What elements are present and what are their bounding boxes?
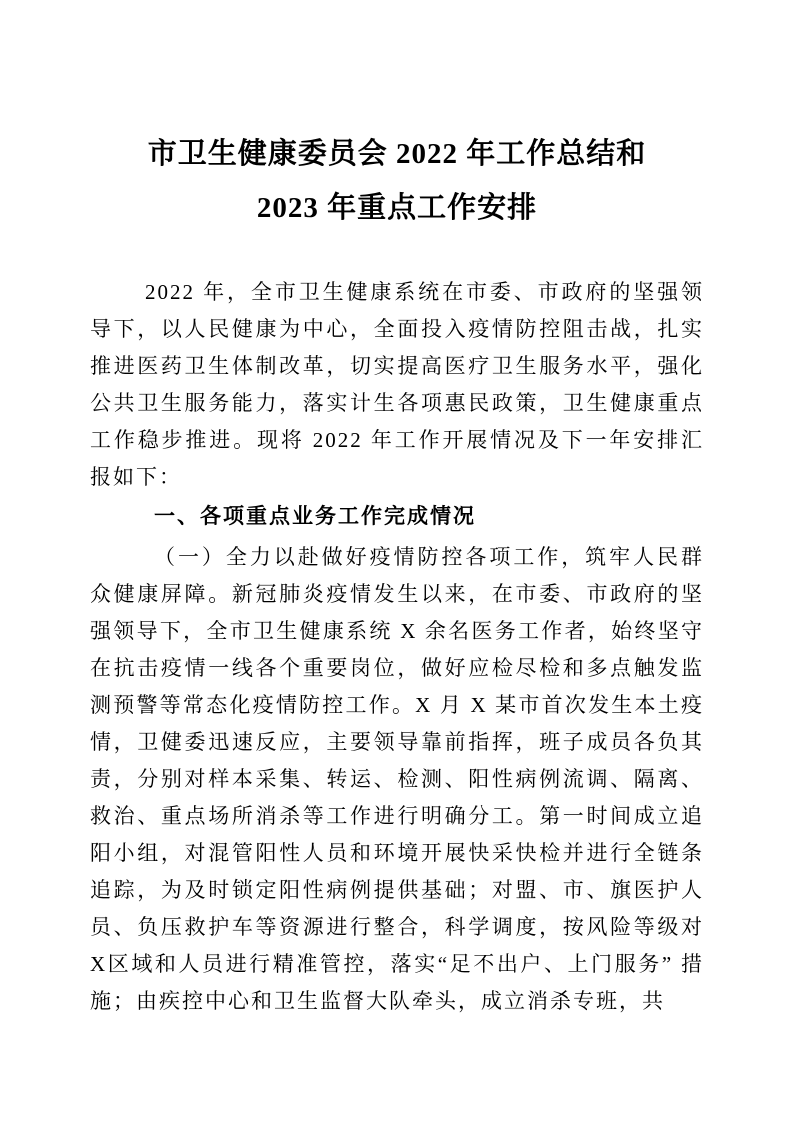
section-heading: 一、各项重点业务工作完成情况	[154, 505, 476, 528]
section-1-lead-sentence: （一）全力以赴做好疫情防控各项工作，筑牢人民群众健康屏障。	[90, 545, 704, 606]
section-1-paragraph	[90, 539, 704, 1020]
document-title-line-2: 2023 年重点工作安排	[256, 192, 538, 224]
document-title-line-1: 市卫生健康委员会 2022 年工作总结和	[147, 138, 647, 170]
document-title	[90, 127, 704, 235]
page-content	[90, 0, 704, 1020]
intro-paragraph: 2022 年，全市卫生健康系统在市委、市政府的坚强领导下，以人民健康为中心，全面投入疫情防控阻击战，扎实推进医药卫生体制改革，切实提高医疗卫生服务水平，强化公共卫生服务能力，落实计生各项惠民政策，卫生健康重点工作稳步推进。现将 2022 年工作开展情况及下一年安排汇报如下：	[90, 280, 704, 489]
section-1-body-text: 新冠肺炎疫情发生以来，在市委、市政府的坚强领导下，全市卫生健康系统 X 余名医务工作者，始终坚守在抗击疫情一线各个重要岗位，做好应检尽检和多点触发监测预警等常态化疫情防控工作。X 月 X 某市首次发生本土疫情，卫健委迅速反应，主要领导靠前指挥，班子成员各负其责，分别对样本采集、转运、检测、阳性病例流调、隔离、救治、重点场所消杀等工作进行明确分工。第一时间成立追阳小组，对混管阳性人员和环境开展快采快检并进行全链条追踪，为及时锁定阳性病例提供基础；对盟、市、旗医护人 员、负压救护车等资源进行整合，科学调度，按风险等级对X区域和人员进行精准管控，落实“足不出户、上门服务” 措施；由疾控中心和卫生监督大队牵头，成立消杀专班，共	[90, 582, 705, 1013]
